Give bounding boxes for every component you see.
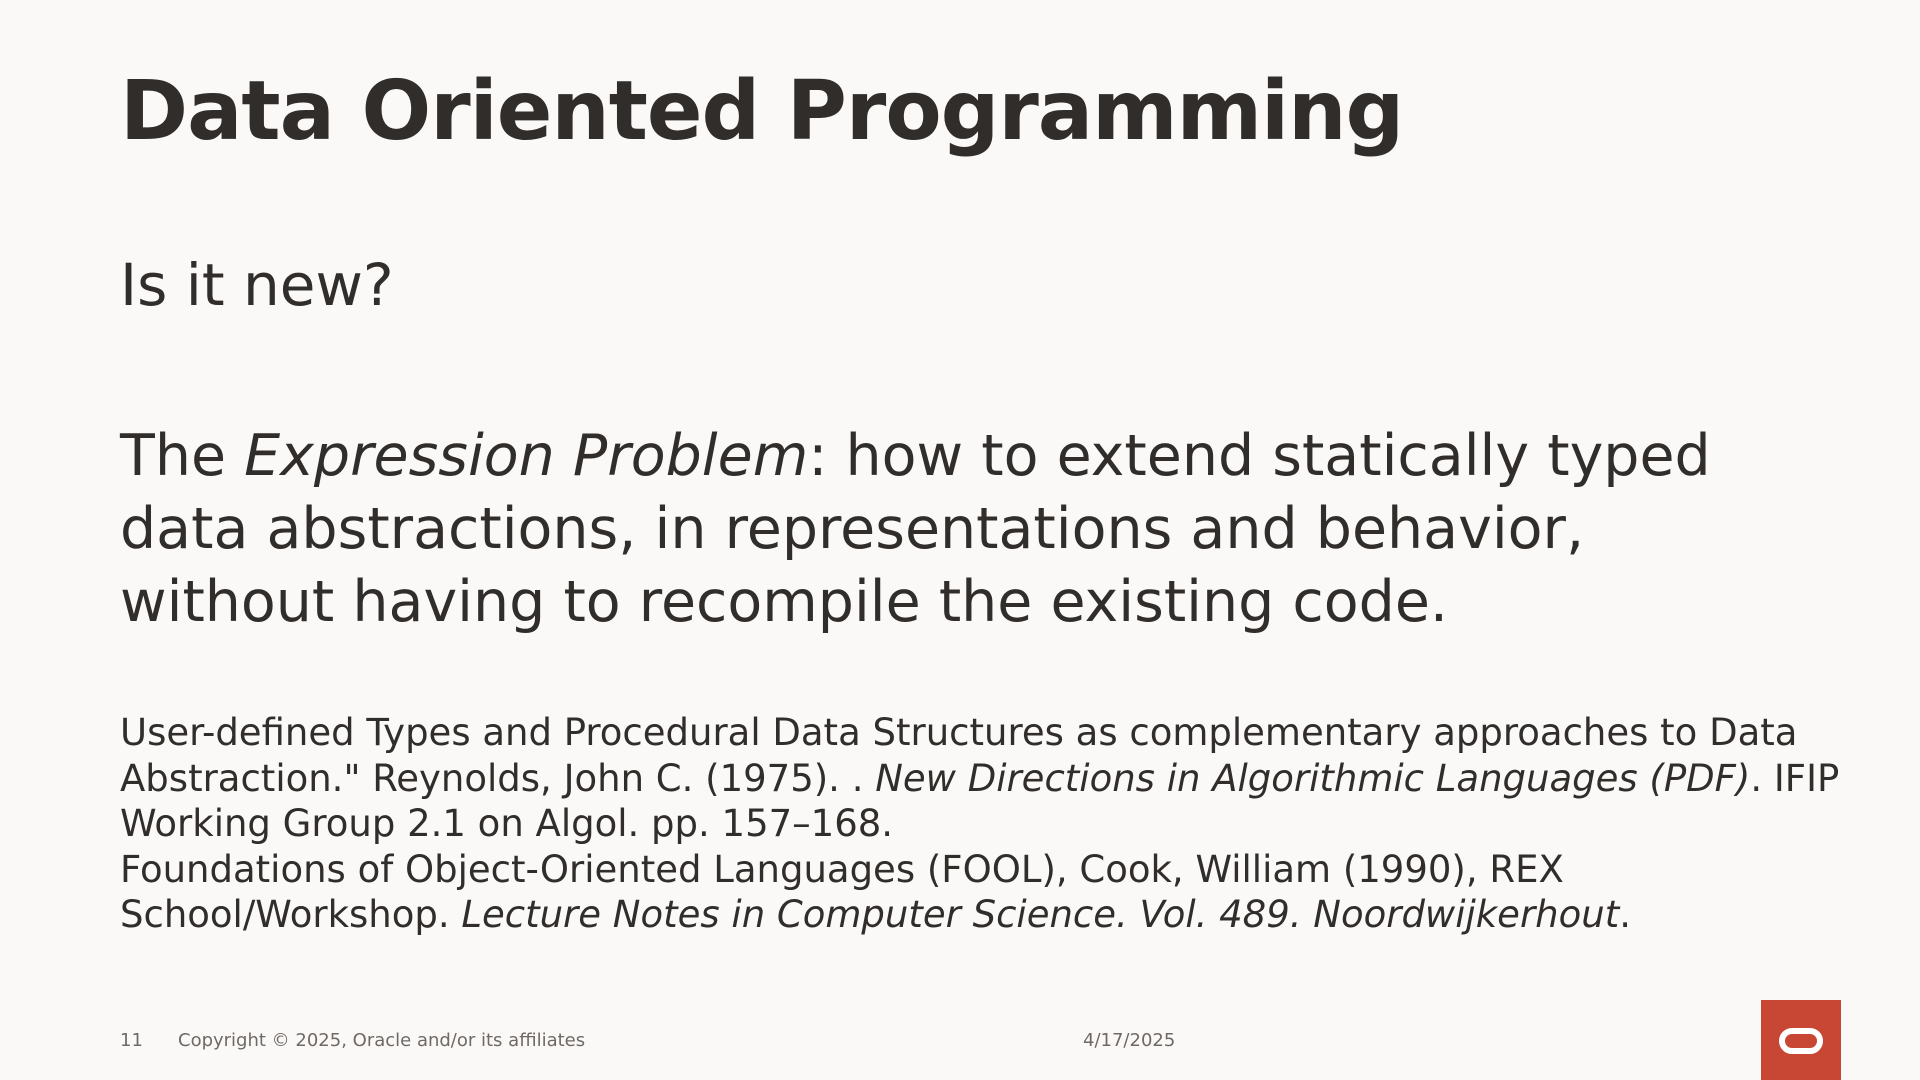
definition-line-3: without having to recompile the existing code. — [120, 569, 1449, 635]
slide-title: Data Oriented Programming — [120, 64, 1404, 159]
reference-line-2-italic: New Directions in Algorithmic Languages (PDF) — [875, 756, 1751, 800]
definition-line-2: data abstractions, in representations and behavior, — [120, 496, 1585, 562]
definition-term: Expression Problem — [244, 423, 809, 489]
oracle-ring-icon — [1779, 1028, 1823, 1054]
reference-line-5-italic: Lecture Notes in Computer Science. Vol. 489. Noordwijkerhout — [461, 893, 1620, 936]
reference-line-2 — [120, 756, 1840, 802]
definition-lead: The — [120, 423, 245, 489]
oracle-logo-icon — [1761, 1000, 1841, 1080]
reference-line-4: Foundations of Object-Oriented Languages (FOOL), Cook, William (1990), REX — [120, 847, 1564, 891]
reference-line-3: Working Group 2.1 on Algol. pp. 157–168. — [120, 802, 894, 845]
slide-date: 4/17/2025 — [1083, 1030, 1176, 1051]
expression-problem-definition — [120, 420, 1820, 639]
copyright-notice: Copyright © 2025, Oracle and/or its affiliates — [178, 1030, 586, 1051]
reference-line-1: User-defined Types and Procedural Data Structures as complementary approaches to Data — [120, 711, 1798, 754]
reference-line-2-start: Abstraction." Reynolds, John C. (1975). . — [120, 756, 876, 800]
reference-line-2-end: . IFIP — [1750, 756, 1840, 800]
reference-line-5-end: . — [1619, 893, 1631, 936]
reference-line-5-start: School/Workshop. — [120, 893, 462, 936]
definition-line-1-rest: : how to extend statically typed — [808, 423, 1711, 489]
definition-line-1 — [120, 420, 1820, 493]
page-number: 11 — [120, 1030, 143, 1051]
reference-line-5 — [120, 892, 1820, 938]
references — [120, 710, 1840, 938]
slide-subtitle: Is it new? — [120, 251, 394, 319]
